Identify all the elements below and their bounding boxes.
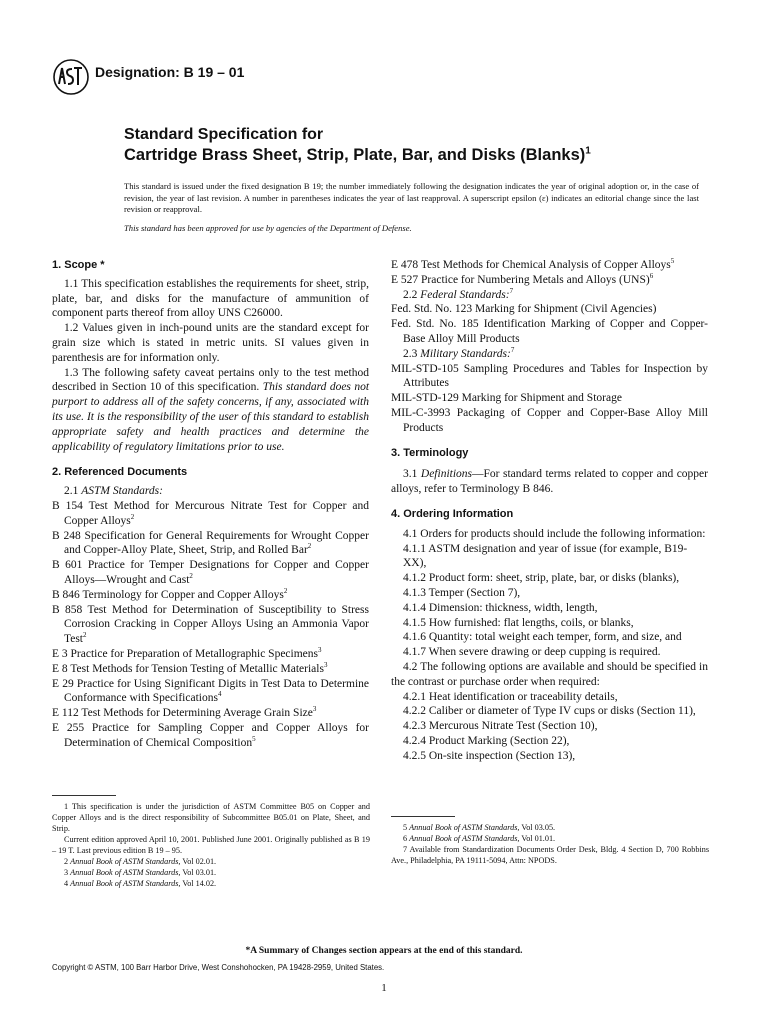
- footnote-5: [391, 822, 709, 833]
- para-1-3: [52, 366, 369, 455]
- federal-standard-item: Fed. Std. No. 185 Identification Marking of Copper and Copper-Base Alloy Mill Products: [391, 318, 708, 345]
- sub-2-3: [391, 347, 708, 362]
- reference-text: E 478 Test Methods for Chemical Analysis of Copper Alloys: [391, 259, 671, 271]
- footnote-7: 7 Available from Standardization Documents Order Desk, Bldg. 4 Section D, 700 Robbins Ave., Philadelphia, PA 19111-5094, Attn: NPODS.: [391, 845, 709, 865]
- option-item: 4.2.3 Mercurous Nitrate Test (Section 10),: [403, 720, 598, 733]
- option-item: 4.2.5 On-site inspection (Section 13),: [403, 749, 576, 762]
- reference-footnote-mark: 2: [130, 512, 135, 521]
- reference-footnote-mark: 4: [217, 690, 222, 699]
- sub-2-3-num: 2.3: [403, 347, 418, 360]
- reference-item: [391, 258, 708, 273]
- sub-2-3-sup: 7: [510, 345, 515, 354]
- footnote-1-edition: Current edition approved April 10, 2001. Published June 2001. Originally published as B 19 – 19 T. Last previous edition B 19 – 95.: [52, 835, 370, 855]
- option-item: 4.2.2 Caliber or diameter of Type IV cups or disks (Section 11),: [403, 705, 696, 718]
- reference-footnote-mark: 2: [283, 586, 288, 595]
- para-3-1-num: 3.1: [403, 468, 418, 481]
- ordering-item: 4.1.1 ASTM designation and year of issue (for example, B19-XX),: [403, 542, 688, 570]
- option-item: 4.2.1 Heat identification or traceability details,: [403, 690, 618, 703]
- reference-text: B 858 Test Method for Determination of Susceptibility to Stress Corrosion Cracking in Copper Alloys Using an Ammonia Vapor Test: [52, 603, 369, 646]
- reference-footnote-mark: 5: [252, 734, 256, 743]
- reference-footnote-mark: 2: [189, 572, 193, 581]
- title-line-1: Standard Specification for: [124, 126, 324, 143]
- title-main: Cartridge Brass Sheet, Strip, Plate, Bar, and Disks (Blanks): [124, 146, 586, 164]
- reference-item: [52, 499, 369, 529]
- ordering-items-list: [391, 542, 708, 660]
- footnote-3-vol: , Vol 03.01.: [178, 868, 217, 877]
- footnotes-right: [391, 822, 709, 866]
- footnote-5-vol: , Vol 03.05.: [517, 823, 556, 832]
- footnote-5-num: 5: [403, 823, 408, 832]
- para-3-1-text: —For standard terms related to copper and copper alloys, refer to Terminology B 846.: [391, 468, 708, 496]
- footnote-rule-left: [52, 795, 116, 796]
- footnote-rule-right: [391, 816, 455, 817]
- sub-2-1-label: ASTM Standards:: [81, 485, 163, 498]
- para-1-1: 1.1 This specification establishes the requirements for sheet, strip, plate, bar, and disks for the manufacture of ammunition of component parts thereof from alloy UNS C26000.: [52, 277, 369, 320]
- sub-2-1: [52, 484, 369, 499]
- astm-references-right: [391, 258, 708, 288]
- ordering-item: 4.1.5 How furnished: flat lengths, coils, or blanks,: [403, 616, 634, 629]
- para-3-1-label: Definitions: [420, 468, 473, 481]
- section-3-heading: 3. Terminology: [391, 446, 469, 459]
- footnote-6-num: 6: [403, 834, 408, 843]
- ordering-item: 4.1.2 Product form: sheet, strip, plate, bar, or disks (blanks),: [403, 572, 680, 585]
- reference-text: E 29 Practice for Using Significant Digits in Test Data to Determine Conformance with Specifications: [52, 677, 369, 705]
- reference-text: B 248 Specification for General Requirements for Wrought Copper and Copper-Alloy Plate, Sheet, Strip, and Rolled Bar: [52, 529, 369, 557]
- sub-2-1-num: 2.1: [64, 485, 79, 498]
- astm-logo: [51, 58, 91, 96]
- reference-item: [52, 677, 369, 707]
- sub-2-2-label: Federal Standards:: [420, 288, 510, 301]
- title-footnote-mark: 1: [585, 145, 591, 157]
- ordering-item: 4.1.4 Dimension: thickness, width, length,: [403, 601, 598, 614]
- military-standard-item: MIL-STD-105 Sampling Procedures and Tables for Inspection by Attributes: [391, 362, 708, 390]
- federal-standard-item: Fed. Std. No. 123 Marking for Shipment (Civil Agencies): [391, 303, 657, 316]
- reference-text: B 154 Test Method for Mercurous Nitrate Test for Copper and Copper Alloys: [52, 499, 369, 527]
- reference-item: [52, 706, 369, 721]
- footnote-6-title: Annual Book of ASTM Standards: [409, 834, 518, 843]
- ordering-item: 4.1.6 Quantity: total weight each temper, form, and size, and: [403, 631, 682, 644]
- section-2-heading: 2. Referenced Documents: [52, 466, 188, 479]
- reference-footnote-mark: 2: [307, 542, 312, 551]
- dod-approval-notice: This standard has been approved for use by agencies of the Department of Defense.: [124, 223, 412, 233]
- summary-of-changes-note: *A Summary of Changes section appears at the end of this standard.: [245, 946, 523, 956]
- footnote-3-num: 3: [64, 868, 69, 877]
- footnotes-left: [52, 801, 370, 889]
- ordering-item: 4.1.3 Temper (Section 7),: [403, 586, 521, 599]
- reference-item: [52, 603, 369, 647]
- reference-footnote-mark: 5: [670, 257, 675, 266]
- footnote-6-vol: , Vol 01.01.: [517, 834, 556, 843]
- left-column: [52, 258, 369, 751]
- reference-text: E 527 Practice for Numbering Metals and Alloys (UNS): [391, 273, 650, 286]
- safety-caveat: This standard does not purport to address all of the safety concerns, if any, associated with its use. It is the responsibility of the user of this standard to establish appropriate safety and health practices and determine the applicability of regulatory limitations prior to use.: [52, 381, 370, 453]
- astm-references-left: [52, 499, 369, 751]
- para-3-1: [391, 467, 708, 497]
- reference-item: [52, 721, 369, 751]
- footnote-4-title: Annual Book of ASTM Standards: [70, 879, 179, 888]
- footnote-4: [52, 878, 370, 889]
- reference-item: [52, 662, 369, 677]
- reference-text: B 846 Terminology for Copper and Copper Alloys: [52, 588, 284, 601]
- para-4-1: 4.1 Orders for products should include the following information:: [403, 527, 706, 540]
- military-standards-list: [391, 362, 708, 436]
- options-items-list: [391, 690, 708, 764]
- footnote-2-num: 2: [64, 857, 69, 866]
- federal-standards-list: [391, 302, 708, 346]
- reference-text: E 8 Test Methods for Tension Testing of Metallic Materials: [52, 662, 324, 675]
- footnote-5-title: Annual Book of ASTM Standards: [409, 823, 518, 832]
- title-block: [124, 125, 724, 166]
- military-standard-item: MIL-STD-129 Marking for Shipment and Storage: [391, 392, 622, 405]
- footnote-1: 1 This specification is under the jurisdiction of ASTM Committee B05 on Copper and Copper Alloys and is the direct responsibility of Subcommittee B05.01 on Plate, Sheet, and Strip.: [52, 802, 370, 833]
- copyright: Copyright © ASTM, 100 Barr Harbor Drive, West Conshohocken, PA 19428-2959, United States.: [52, 963, 385, 972]
- reference-text: E 255 Practice for Sampling Copper and Copper Alloys for Determination of Chemical Composition: [52, 721, 369, 749]
- right-column: [391, 258, 708, 764]
- title-line-2: [124, 145, 724, 166]
- section-1-heading: 1. Scope *: [52, 259, 105, 271]
- section-4-heading: 4. Ordering Information: [391, 507, 514, 520]
- reference-footnote-mark: 2: [83, 631, 87, 640]
- footnote-2-title: Annual Book of ASTM Standards: [70, 857, 179, 866]
- designation: Designation: B 19 – 01: [95, 64, 245, 80]
- reference-text: E 3 Practice for Preparation of Metallographic Specimens: [52, 647, 319, 660]
- para-4-2: 4.2 The following options are available and should be specified in the contrast or purchase order when required:: [391, 660, 708, 688]
- reference-text: E 112 Test Methods for Determining Average Grain Size: [52, 707, 313, 720]
- reference-footnote-mark: 3: [312, 705, 317, 714]
- footnote-3-title: Annual Book of ASTM Standards: [70, 868, 179, 877]
- option-item: 4.2.4 Product Marking (Section 22),: [403, 734, 570, 747]
- para-1-3-intro: 1.3 The following safety caveat pertains only to the test method described in Section 10 of this specification.: [52, 366, 369, 394]
- sub-2-2-sup: 7: [509, 286, 514, 295]
- sub-2-3-label: Military Standards:: [420, 347, 511, 360]
- sub-2-2: [391, 288, 708, 303]
- footnote-2-vol: , Vol 02.01.: [178, 857, 217, 866]
- reference-item: [52, 558, 369, 588]
- ordering-item: 4.1.7 When severe drawing or deep cupping is required.: [403, 646, 661, 659]
- reference-item: [52, 588, 369, 603]
- reference-footnote-mark: 6: [649, 271, 654, 280]
- military-standard-item: MIL-C-3993 Packaging of Copper and Copper-Base Alloy Mill Products: [391, 406, 708, 434]
- footnote-2: [52, 856, 370, 867]
- footnote-3: [52, 867, 370, 878]
- footnote-4-num: 4: [64, 879, 69, 888]
- reference-item: [52, 529, 369, 559]
- reference-text: B 601 Practice for Temper Designations for Copper and Copper Alloys—Wrought and Cast: [52, 559, 369, 586]
- para-1-2: 1.2 Values given in inch-pound units are the standard except for grain size which is stated in metric units. SI values given in parenthesis are for information only.: [52, 322, 369, 364]
- issuance-notice: This standard is issued under the fixed designation B 19; the number immediately following the designation indicates the year of original adoption or, in the case of revision, the year of last revision. A number in parentheses indicates the year of last reapproval. A superscript epsilon (ε) indicates an editorial change since the last revision or reapproval.: [124, 181, 699, 215]
- footnote-6: [391, 833, 709, 844]
- reference-footnote-mark: 3: [318, 646, 322, 655]
- footnote-4-vol: , Vol 14.02.: [178, 879, 217, 888]
- sub-2-2-num: 2.2: [403, 288, 418, 301]
- reference-footnote-mark: 3: [323, 660, 328, 669]
- reference-item: [52, 647, 369, 662]
- reference-item: [391, 273, 708, 288]
- page-number: 1: [381, 982, 387, 994]
